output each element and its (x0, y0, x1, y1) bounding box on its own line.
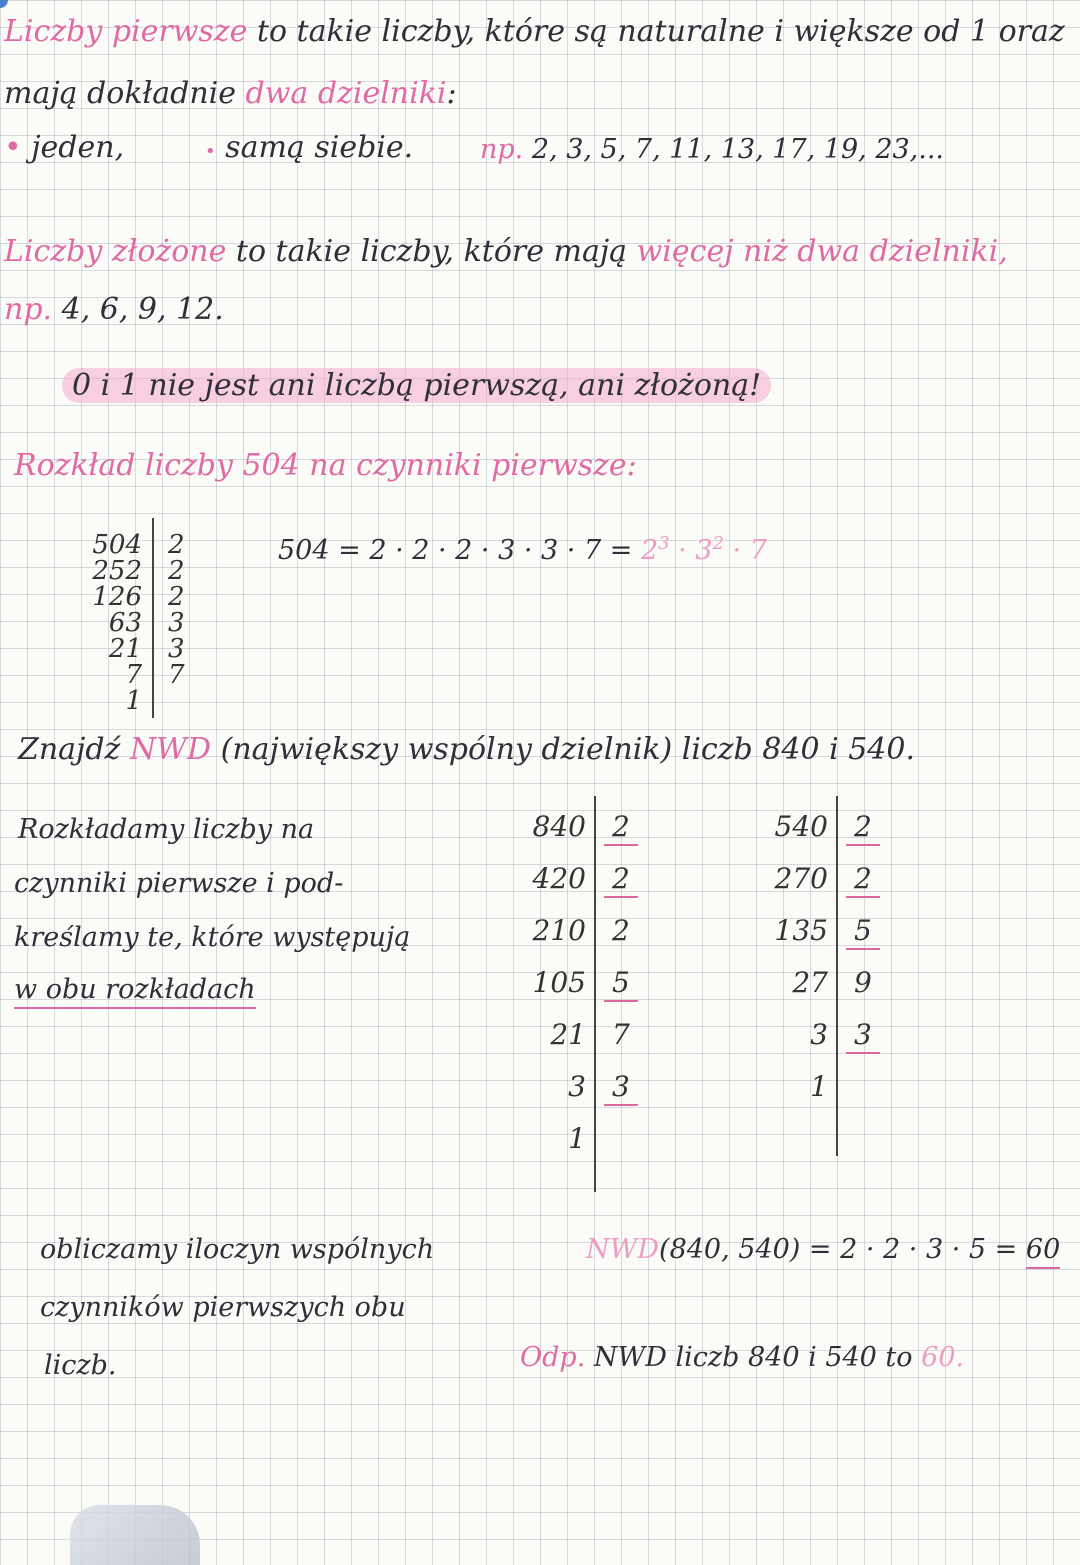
gcd-explain-4 (14, 972, 256, 1008)
t540-factor: 9 (854, 966, 872, 999)
t840-factor: 5 (612, 966, 630, 999)
t840-factor: 2 (612, 810, 630, 843)
prime-definition-line1 (4, 14, 1065, 50)
decomp-eq: 504 = 2 · 2 · 2 · 3 · 3 · 7 = (278, 535, 633, 566)
t540-factor-underline (846, 844, 880, 846)
t540-dividend: 3 (810, 1018, 828, 1051)
explain-line-4: w obu rozkładach (14, 974, 256, 1009)
t840-factor: 7 (612, 1018, 630, 1051)
decomp-title-text: Rozkład liczby 504 na czynniki pierwsze: (14, 448, 637, 483)
t504-factor: 2 (168, 556, 185, 586)
prime-examples-values: 2, 3, 5, 7, 11, 13, 17, 19, 23,... (531, 134, 945, 165)
bullet-dot-2: • (205, 141, 216, 162)
t540-dividend: 540 (774, 810, 828, 843)
prime-bullets (4, 130, 124, 166)
gcd-title-c: (największy wspólny dzielnik) liczb 840 i 540. (220, 732, 916, 767)
gcd-answer (520, 1340, 964, 1376)
t504-factor: 3 (168, 634, 185, 664)
t504-dividend: 7 (125, 660, 142, 690)
decomp-540-divider (836, 796, 838, 1156)
t504-dividend: 63 (108, 608, 142, 638)
note-text: 0 i 1 nie jest ani liczbą pierwszą, ani złożoną! (62, 368, 771, 403)
bullet-one: jeden, (31, 130, 125, 165)
prime-definition-line2 (4, 76, 457, 112)
corner-mark (0, 0, 8, 8)
t504-dividend: 504 (92, 530, 142, 560)
answer-value: 60. (921, 1342, 965, 1373)
composite-np: np. (4, 292, 53, 327)
t504-dividend: 21 (108, 634, 142, 664)
result-expr: (840, 540) = 2 · 2 · 3 · 5 = (659, 1234, 1018, 1265)
result-label: NWD (586, 1234, 660, 1265)
gcd-result (586, 1232, 1060, 1268)
explain-line-3: kreślamy te, które występują (14, 922, 411, 953)
t540-factor-underline (846, 948, 880, 950)
decomp-504-divider (152, 518, 154, 718)
t540-dividend: 135 (774, 914, 828, 947)
composite-definition-line1 (4, 234, 1008, 270)
t840-factor-underline (604, 1000, 638, 1002)
t840-factor: 3 (612, 1070, 630, 1103)
product-text-1: obliczamy iloczyn wspólnych (40, 1234, 435, 1265)
t540-dividend: 270 (774, 862, 828, 895)
sticker-image (70, 1505, 200, 1565)
composite-def1: to takie liczby, które mają (235, 234, 628, 269)
answer-text: NWD liczb 840 i 540 to (593, 1342, 913, 1373)
t504-factor: 2 (168, 530, 185, 560)
prime-np: np. (480, 134, 524, 165)
gcd-title (18, 732, 915, 768)
eq-base1: 2 (640, 535, 659, 566)
t840-dividend: 210 (532, 914, 586, 947)
t840-dividend: 420 (532, 862, 586, 895)
decomp-eq-result (641, 535, 767, 566)
result-value: 60 (1026, 1234, 1060, 1269)
product-text-3: liczb. (44, 1350, 117, 1381)
eq-exp1: 3 (658, 533, 670, 554)
prime-def2b: dwa dzielniki (245, 76, 447, 111)
eq-exp2: 2 (712, 533, 724, 554)
t540-factor-underline (846, 896, 880, 898)
t840-factor: 2 (612, 914, 630, 947)
composite-examples-values: 4, 6, 9, 12. (61, 292, 224, 327)
t840-dividend: 105 (532, 966, 586, 999)
prime-examples (480, 132, 944, 168)
explain-line-2: czynniki pierwsze i pod- (14, 868, 344, 899)
t540-factor: 5 (854, 914, 872, 947)
t540-factor-underline (846, 1052, 880, 1054)
eq-tail: · 7 (732, 535, 767, 566)
decomp-840-divider (594, 796, 596, 1192)
t504-dividend: 126 (92, 582, 142, 612)
bullet-two: samą siebie. (225, 130, 414, 165)
composite-examples (4, 292, 224, 328)
t840-factor-underline (604, 844, 638, 846)
eq-base2: 3 (695, 535, 713, 566)
t540-dividend: 1 (810, 1070, 828, 1103)
prime-def2a: mają dokładnie (4, 76, 236, 111)
product-line-2 (40, 1290, 406, 1326)
prime-def2c: : (446, 76, 457, 111)
t504-factor: 7 (168, 660, 185, 690)
bullet-dot: • (4, 130, 22, 165)
explain-line-1: Rozkładamy liczby na (18, 814, 315, 845)
t540-factor: 2 (854, 862, 872, 895)
t504-factor: 2 (168, 582, 185, 612)
gcd-title-a: Znajdź (18, 732, 121, 767)
t840-dividend: 840 (532, 810, 586, 843)
t504-dividend: 252 (92, 556, 142, 586)
t840-dividend: 21 (550, 1018, 586, 1051)
t840-factor-underline (604, 1104, 638, 1106)
composite-def1b: więcej niż dwa dzielniki, (636, 234, 1008, 269)
gcd-explain-3 (14, 920, 410, 956)
t540-factor: 3 (854, 1018, 872, 1051)
t504-dividend: 1 (125, 686, 142, 716)
t840-factor-underline (604, 896, 638, 898)
t840-dividend: 1 (568, 1122, 586, 1155)
t540-dividend: 27 (792, 966, 828, 999)
gcd-explain-2 (14, 866, 343, 902)
gcd-explain-1 (18, 812, 314, 848)
t540-factor: 2 (854, 810, 872, 843)
prime-def1: to takie liczby, które są naturalne i większe od 1 oraz (256, 14, 1065, 49)
product-line-1 (40, 1232, 434, 1268)
composite-term: Liczby złożone (4, 234, 227, 269)
product-text-2: czynników pierwszych obu (40, 1292, 406, 1323)
product-line-3 (44, 1348, 116, 1384)
decomp-title (14, 448, 637, 484)
prime-term: Liczby pierwsze (4, 14, 248, 49)
prime-bullet-two (205, 130, 413, 170)
gcd-title-b: NWD (129, 732, 212, 767)
t840-dividend: 3 (568, 1070, 586, 1103)
note-highlight (62, 368, 771, 404)
answer-label: Odp. (520, 1342, 586, 1373)
t504-factor: 3 (168, 608, 185, 638)
eq-dot1: · (678, 535, 687, 566)
t840-factor: 2 (612, 862, 630, 895)
decomp-equation (278, 526, 767, 569)
